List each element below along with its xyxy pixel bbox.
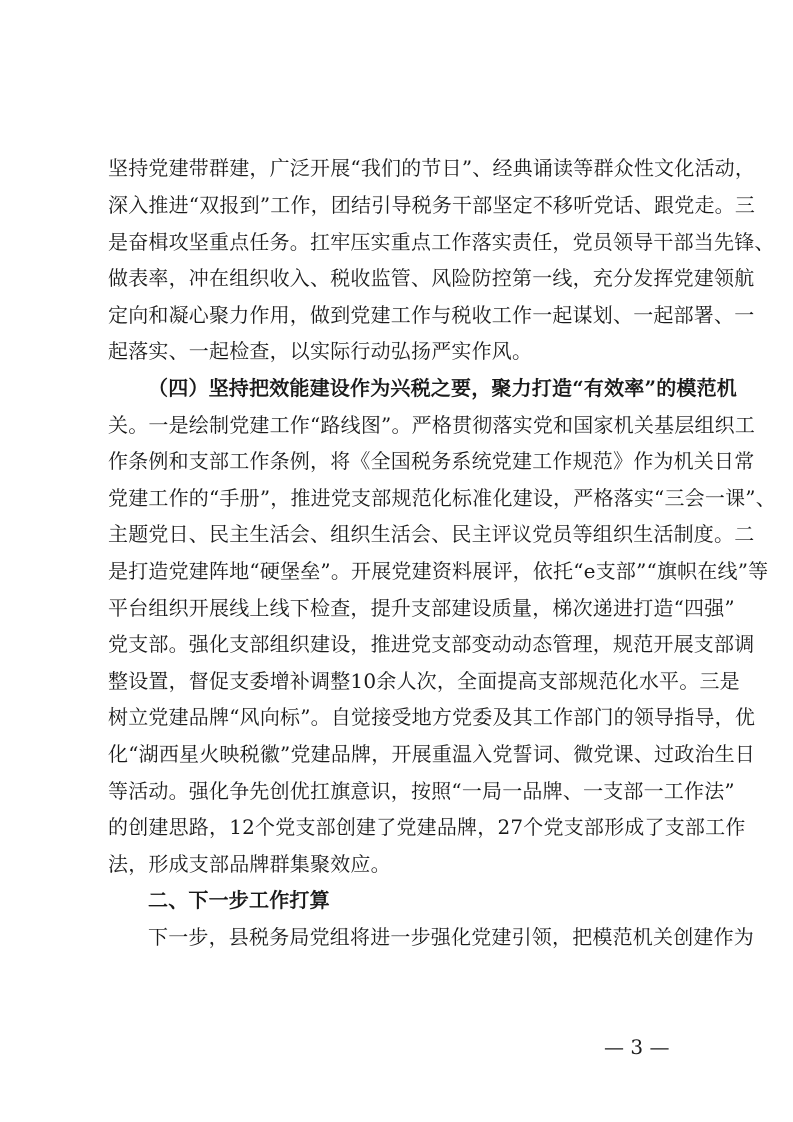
section-four-heading: （四）坚持把效能建设作为兴税之要，聚力打造“有效率”的模范机: [148, 376, 738, 400]
body-line-9: 作条例和支部工作条例，将《全国税务系统党建工作规范》作为机关日常: [108, 449, 755, 473]
body-line-3: 是奋楫攻坚重点任务。扛牢压实重点工作落实责任，党员领导干部当先锋、: [108, 230, 775, 254]
body-line-14: 党支部。强化支部组织建设，推进党支部变动动态管理，规范开展支部调: [108, 632, 755, 656]
body-line-19: 的创建思路，12个党支部创建了党建品牌，27个党支部形成了支部工作: [108, 815, 746, 839]
body-line-15: 整设置，督促支委增补调整10余人次，全面提高支部规范化水平。三是: [108, 669, 740, 693]
body-line-5: 定向和凝心聚力作用，做到党建工作与税收工作一起谋划、一起部署、一: [108, 303, 755, 327]
body-line-10: 党建工作的“手册”，推进党支部规范化标准化建设，严格落实“三会一课”、: [108, 486, 776, 510]
body-line-6: 起落实、一起检查，以实际行动弘扬严实作风。: [108, 339, 533, 363]
next-steps-heading: 二、下一步工作打算: [148, 888, 330, 912]
body-line-17: 化“湖西星火映税徽”党建品牌，开展重温入党誓词、微党课、过政治生日: [108, 742, 756, 766]
page-number: — 3 —: [604, 1035, 670, 1059]
body-line-20: 法，形成支部品牌群集聚效应。: [108, 852, 391, 876]
body-line-4: 做表率，冲在组织收入、税收监管、风险防控第一线，充分发挥党建领航: [108, 266, 755, 290]
body-line-12: 是打造党建阵地“硬堡垒”。开展党建资料展评，依托“e支部”“旗帜在线”等: [108, 559, 769, 583]
body-line-13: 平台组织开展线上线下检查，提升支部建设质量，梯次递进打造“四强”: [108, 596, 735, 620]
body-line-8: 关。一是绘制党建工作“路线图”。严格贯彻落实党和国家机关基层组织工: [108, 413, 756, 437]
body-line-11: 主题党日、民主生活会、组织生活会、民主评议党员等组织生活制度。二: [108, 522, 755, 546]
body-line-2: 深入推进“双报到”工作，团结引导税务干部坚定不移听党话、跟党走。三: [108, 193, 756, 217]
body-line-22: 下一步，县税务局党组将进一步强化党建引领，把模范机关创建作为: [148, 925, 754, 949]
body-line-1: 坚持党建带群建，广泛开展“我们的节日”、经典诵读等群众性文化活动，: [108, 156, 756, 180]
body-line-18: 等活动。强化争先创优扛旗意识，按照“一局一品牌、一支部一工作法”: [108, 779, 735, 803]
body-line-16: 树立党建品牌“风向标”。自觉接受地方党委及其工作部门的领导指导，优: [108, 705, 756, 729]
